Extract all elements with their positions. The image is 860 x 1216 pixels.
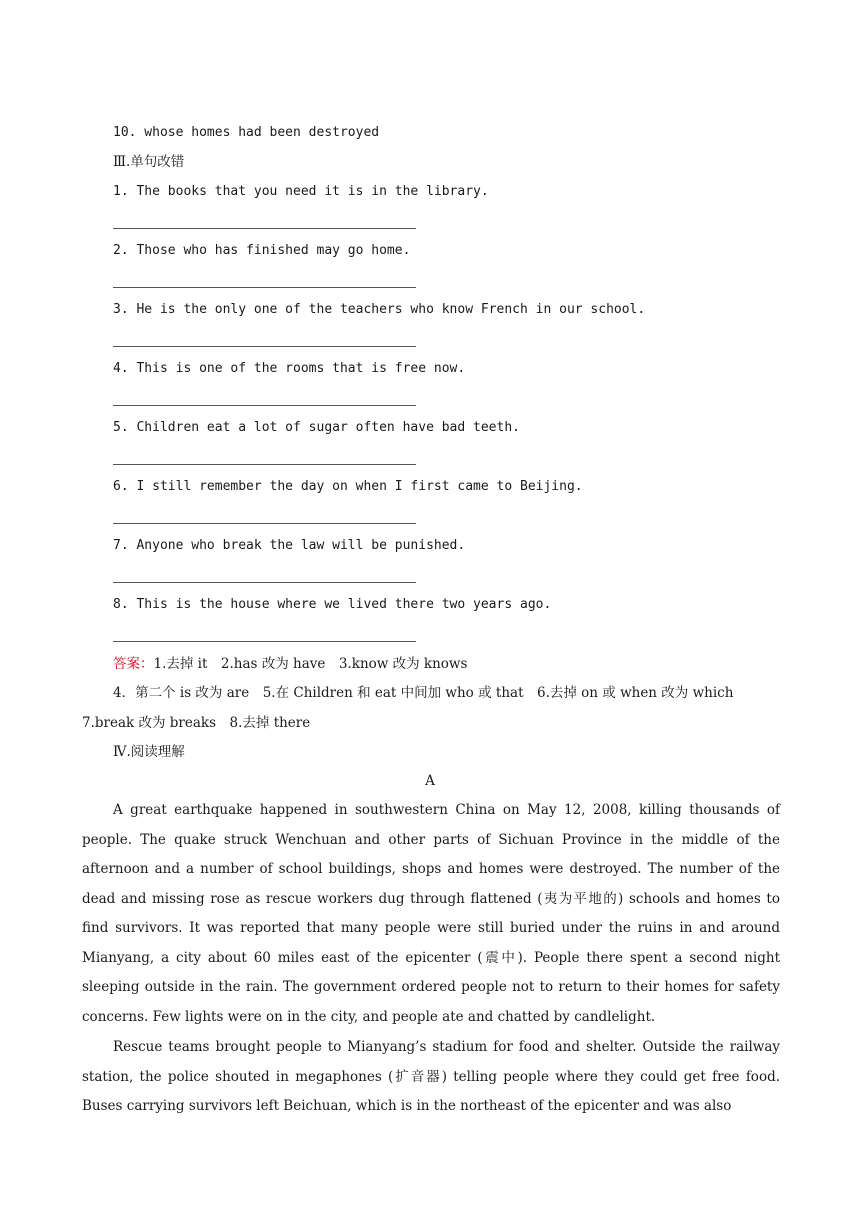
answer-blank-2 bbox=[113, 287, 416, 288]
answer-label: 答案： bbox=[113, 656, 154, 672]
answer-blank-4 bbox=[113, 405, 416, 406]
answer-blank-1 bbox=[113, 228, 416, 229]
passage-paragraph-2: Rescue teams brought people to Mianyang’s stadium for food and shelter. Outside the railway station, the police shouted in megaphones (扩音器) telling people where they could get free food. Buses carrying survivors left Beichuan, which is in the northeast of the epicenter and was also bbox=[82, 1039, 780, 1114]
question-6: 6. I still remember the day on when I first came to Beijing. bbox=[113, 479, 583, 494]
question-2: 2. Those who has finished may go home. bbox=[113, 243, 411, 258]
answer-blank-3 bbox=[113, 346, 416, 347]
passage-label: A bbox=[425, 773, 435, 789]
question-1: 1. The books that you need it is in the library. bbox=[113, 184, 489, 199]
question-3: 3. He is the only one of the teachers who know French in our school. bbox=[113, 302, 646, 317]
answer-line-3: 7.break 改为 breaks 8.去掉 there bbox=[82, 715, 311, 731]
answer-blank-8 bbox=[113, 641, 416, 642]
question-8: 8. This is the house where we lived there two years ago. bbox=[113, 597, 552, 612]
question-4: 4. This is one of the rooms that is free now. bbox=[113, 361, 466, 376]
answer-text-1: 1.去掉 it 2.has 改为 have 3.know 改为 knows bbox=[153, 656, 468, 672]
answer-blank-7 bbox=[113, 582, 416, 583]
question-5: 5. Children eat a lot of sugar often have bad teeth. bbox=[113, 420, 520, 435]
answer-blank-5 bbox=[113, 464, 416, 465]
question-7: 7. Anyone who break the law will be punished. bbox=[113, 538, 466, 553]
section4-title: Ⅳ.阅读理解 bbox=[113, 744, 185, 760]
passage-paragraph-1: A great earthquake happened in southwestern China on May 12, 2008, killing thousands of people. The quake struck Wenchuan and other parts of Sichuan Province in the middle of the afternoon and a number of school buildings, shops and homes were destroyed. The number of the dead and missing rose as rescue workers dug through flattened (夷为平地的) schools and homes to find survivors. It was reported that many people were still buried under the ruins in and around Mianyang, a city about 60 miles east of the epicenter (震中). People there spent a second night sleeping outside in the rain. The government ordered people not to return to their homes for safety concerns. Few lights were on in the city, and people ate and chatted by candlelight. bbox=[82, 802, 780, 1025]
intro-line: 10. whose homes had been destroyed bbox=[113, 125, 380, 140]
answer-blank-6 bbox=[113, 523, 416, 524]
section3-title: Ⅲ.单句改错 bbox=[113, 154, 185, 170]
answer-line-1 bbox=[113, 655, 467, 673]
answer-line-2: 4．第二个 is 改为 are 5.在 Children 和 eat 中间加 who 或 that 6.去掉 on 或 when 改为 which bbox=[113, 685, 734, 701]
